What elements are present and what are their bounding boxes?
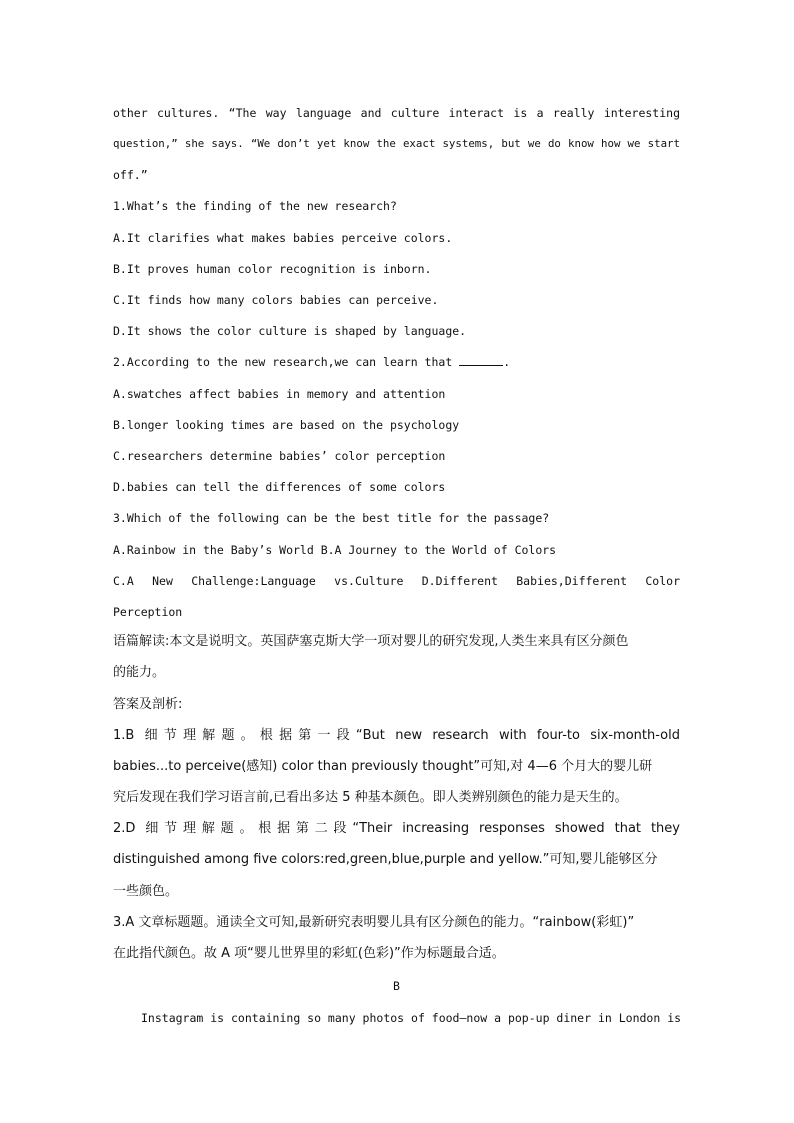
question-3-stem: 3.Which of the following can be the best title for the passage? xyxy=(113,511,550,525)
passage-line: question,” she says. “We don’t yet know the exact systems, but we do know how we start xyxy=(113,137,680,150)
answer-1-line: 1.B 细节理解题。根据第一段“But new research with four-to six-month-old xyxy=(113,728,680,743)
question-2-option-d: D.babies can tell the differences of some colors xyxy=(113,480,446,494)
section-b-first-line: Instagram is containing so many photos of food—now a pop-up diner in London is xyxy=(141,1011,682,1025)
question-2-stem xyxy=(113,354,680,370)
question-1-option-c: C.It finds how many colors babies can perceive. xyxy=(113,293,439,307)
answer-1-line: 究后发现在我们学习语言前,已看出多达 5 种基本颜色。即人类辨别颜色的能力是天生的。 xyxy=(113,790,628,805)
question-3-options-cd: C.A New Challenge:Language vs.Culture D.Different Babies,Different Color xyxy=(113,574,680,588)
answer-3-line: 在此指代颜色。故 A 项“婴儿世界里的彩虹(色彩)”作为标题最合适。 xyxy=(113,946,505,961)
question-3-options-cd-cont: Perception xyxy=(113,605,183,619)
question-1-option-d: D.It shows the color culture is shaped by language. xyxy=(113,324,467,338)
answer-3-line: 3.A 文章标题题。通读全文可知,最新研究表明婴儿具有区分颜色的能力。“rainbow(彩虹)” xyxy=(113,915,635,930)
answer-2-line: 2.D 细节理解题。根据第二段“Their increasing responses showed that they xyxy=(113,821,680,836)
question-1-option-a: A.It clarifies what makes babies perceive colors. xyxy=(113,231,453,245)
question-2-option-b: B.longer looking times are based on the psychology xyxy=(113,418,460,432)
question-2-option-c: C.researchers determine babies’ color perception xyxy=(113,449,446,463)
question-2-option-a: A.swatches affect babies in memory and attention xyxy=(113,387,446,401)
question-3-options-ab: A.Rainbow in the Baby’s World B.A Journey to the World of Colors xyxy=(113,543,557,557)
question-2-stem-end: . xyxy=(503,355,511,369)
question-2-stem-text: 2.According to the new research,we can learn that xyxy=(113,355,453,369)
answers-heading: 答案及剖析: xyxy=(113,697,183,712)
section-b-heading: B xyxy=(393,979,400,993)
question-1-option-b: B.It proves human color recognition is inborn. xyxy=(113,262,432,276)
answer-1-line: babies...to perceive(感知) color than previously thought”可知,对 4—6 个月大的婴儿研 xyxy=(113,759,653,774)
reading-interpretation-cont: 的能力。 xyxy=(113,665,166,680)
answer-blank xyxy=(459,355,503,366)
passage-line: other cultures. “The way language and culture interact is a really interesting xyxy=(113,106,680,120)
answer-2-line: distinguished among five colors:red,green,blue,purple and yellow.”可知,婴儿能够区分 xyxy=(113,852,658,867)
passage-line: off.” xyxy=(113,168,148,182)
reading-interpretation: 语篇解读:本文是说明文。英国萨塞克斯大学一项对婴儿的研究发现,人类生来具有区分颜色 xyxy=(113,634,629,649)
answer-2-line: 一些颜色。 xyxy=(113,884,179,899)
question-1-stem: 1.What’s the finding of the new research? xyxy=(113,199,397,213)
